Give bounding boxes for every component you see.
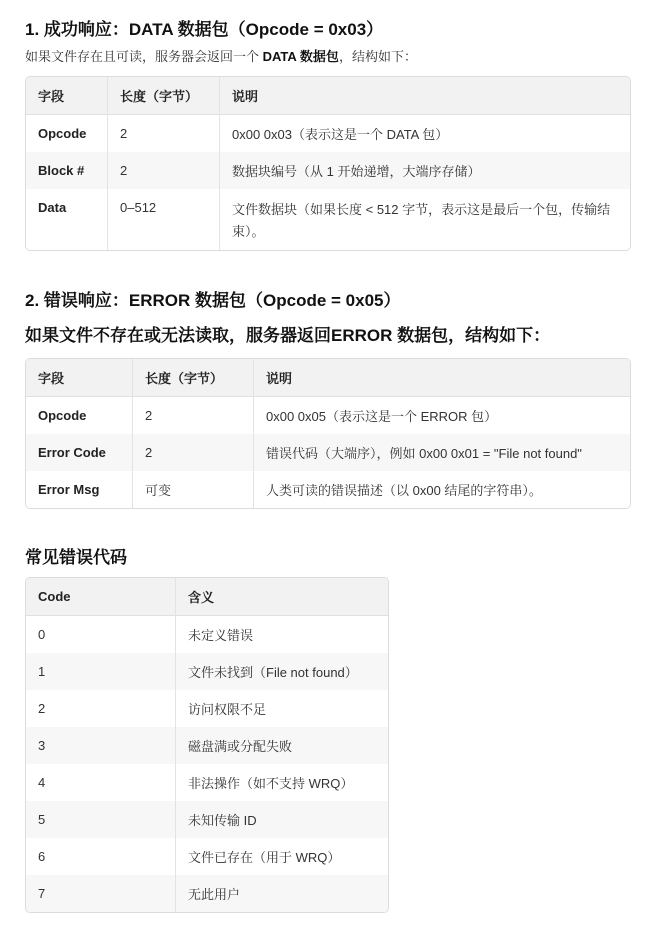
table-row: [26, 397, 630, 434]
column-header: Code: [26, 578, 176, 616]
field-name-cell: Opcode: [26, 397, 133, 434]
table-row: [26, 838, 388, 875]
section1-title: 1. 成功响应：DATA 数据包（Opcode = 0x03）: [25, 20, 384, 39]
column-header: 字段: [26, 77, 108, 115]
code-cell: 0: [26, 616, 176, 653]
length-cell: 2: [108, 152, 220, 189]
description-cell: 0x00 0x05（表示这是一个 ERROR 包）: [266, 409, 498, 424]
table-row: [26, 189, 630, 250]
section1-intro-prefix: 如果文件存在且可读，服务器会返回一个: [25, 49, 263, 64]
error-packet-table: [25, 358, 631, 509]
meaning-cell: 未知传输 ID: [188, 813, 257, 828]
column-header: 说明: [220, 77, 630, 115]
field-name-cell: Opcode: [26, 115, 108, 152]
code-cell: 6: [26, 838, 176, 875]
section2-title: 2. 错误响应：ERROR 数据包（Opcode = 0x05）: [25, 291, 401, 310]
section1-intro: [25, 46, 417, 65]
table-row: [26, 875, 388, 912]
section1-intro-suffix: ，结构如下：: [338, 49, 417, 64]
meaning-cell: 访问权限不足: [188, 702, 267, 717]
meaning-cell: 无此用户: [188, 887, 241, 902]
code-cell: 4: [26, 764, 176, 801]
table-row: [26, 690, 388, 727]
description-cell: 文件数据块（如果长度 < 512 字节，表示这是最后一个包，传输结束）。: [232, 202, 611, 239]
length-cell: 2: [133, 397, 254, 434]
length-cell: 2: [108, 115, 220, 152]
column-header: 含义: [176, 578, 388, 616]
section1-intro-bold: DATA 数据包: [262, 49, 339, 64]
column-header: 说明: [254, 359, 630, 397]
column-header: 长度（字节）: [133, 359, 254, 397]
meaning-cell: 磁盘满或分配失败: [188, 739, 293, 754]
description-cell: 人类可读的错误描述（以 0x00 结尾的字符串）。: [266, 483, 542, 498]
table-row: [26, 727, 388, 764]
field-name-cell: Error Code: [26, 434, 133, 471]
meaning-cell: 文件未找到（File not found）: [188, 665, 358, 680]
table-row: [26, 152, 630, 189]
code-cell: 7: [26, 875, 176, 912]
table-row: [26, 801, 388, 838]
table-row: [26, 616, 388, 653]
table-row: [26, 764, 388, 801]
meaning-cell: 文件已存在（用于 WRQ）: [188, 850, 341, 865]
table-header-row: [26, 359, 630, 397]
field-name-cell: Data: [26, 189, 108, 250]
length-cell: 可变: [133, 471, 254, 508]
length-cell: 2: [133, 434, 254, 471]
meaning-cell: 未定义错误: [188, 628, 254, 643]
error-codes-table: [25, 577, 389, 913]
column-header: 长度（字节）: [108, 77, 220, 115]
code-cell: 2: [26, 690, 176, 727]
code-cell: 3: [26, 727, 176, 764]
table-row: [26, 115, 630, 152]
table-header-row: [26, 578, 388, 616]
meaning-cell: 非法操作（如不支持 WRQ）: [188, 776, 354, 791]
table-row: [26, 653, 388, 690]
data-packet-table: [25, 76, 631, 251]
field-name-cell: Block #: [26, 152, 108, 189]
description-cell: 0x00 0x03（表示这是一个 DATA 包）: [232, 127, 449, 142]
section3-title: 常见错误代码: [25, 548, 127, 567]
column-header: 字段: [26, 359, 133, 397]
field-name-cell: Error Msg: [26, 471, 133, 508]
code-cell: 5: [26, 801, 176, 838]
table-row: [26, 471, 630, 508]
length-cell: 0–512: [108, 189, 220, 250]
code-cell: 1: [26, 653, 176, 690]
section2-intro: 如果文件不存在或无法读取，服务器返回ERROR 数据包，结构如下：: [25, 326, 551, 345]
description-cell: 数据块编号（从 1 开始递增，大端序存储）: [232, 164, 481, 179]
table-header-row: [26, 77, 630, 115]
table-row: [26, 434, 630, 471]
description-cell: 错误代码（大端序），例如 0x00 0x01 = "File not found": [266, 446, 582, 461]
